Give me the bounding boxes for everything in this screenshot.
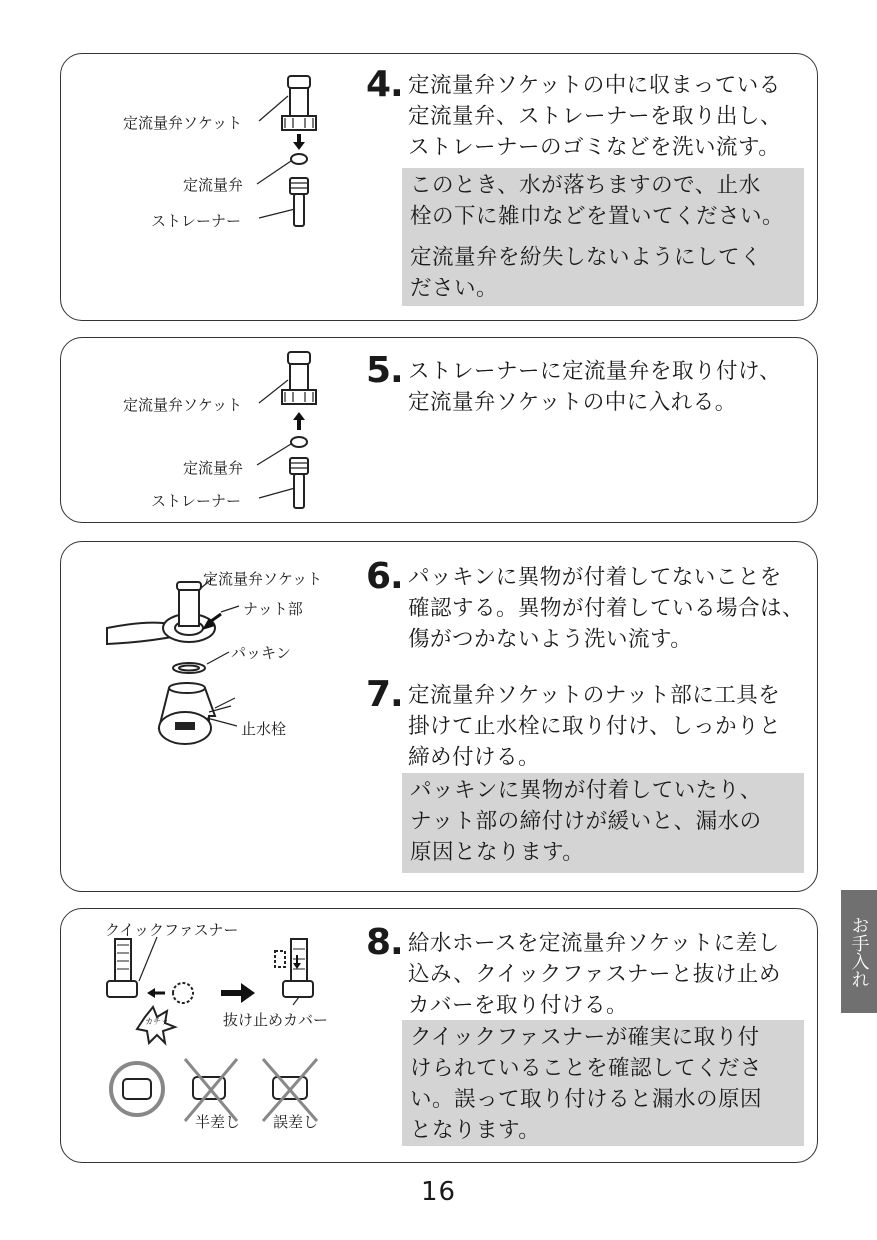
- page-number: 16: [420, 1177, 457, 1207]
- step-number: 8.: [366, 922, 403, 963]
- step-text: 給水ホースを定流量弁ソケットに差し 込み、クイックファスナーと抜け止め カバーを取り付ける。: [408, 931, 781, 1018]
- cover-label: 抜け止めカバー: [223, 1011, 329, 1029]
- socket-label: 定流量弁ソケット: [123, 114, 243, 132]
- stopcock-label: 止水栓: [241, 720, 287, 738]
- packing-label: パッキン: [231, 644, 291, 662]
- step-text: 定流量弁ソケットのナット部に工具を 掛けて止水栓に取り付け、しっかりと 締め付ける。: [408, 683, 782, 770]
- section-tab: お手入れ: [841, 890, 877, 1013]
- step-7: [366, 674, 782, 773]
- step-4: [366, 64, 783, 163]
- valve-label: 定流量弁: [183, 459, 244, 477]
- step-text: 定流量弁ソケットの中に収まっている 定流量弁、ストレーナーを取り出し、 ストレーナーのゴミなどを洗い流す。: [408, 73, 783, 160]
- step-5: [366, 350, 782, 418]
- fastener-label: クイックファスナー: [105, 921, 239, 939]
- step-4-note-2: 定流量弁を紛失しないようにしてく ださい。: [402, 240, 804, 306]
- step-number: 4.: [366, 64, 403, 105]
- step-7-note: パッキンに異物が付着していたり、 ナット部の締付けが緩いと、漏水の 原因となります。: [402, 773, 804, 873]
- strainer-label: ストレーナー: [151, 492, 242, 510]
- wrong-insert-label: 誤差し: [273, 1113, 319, 1131]
- step-number: 6.: [366, 556, 403, 597]
- click-label: カチッ: [145, 1017, 169, 1026]
- socket-label: 定流量弁ソケット: [203, 570, 323, 588]
- step-number: 5.: [366, 350, 403, 391]
- half-insert-label: 半差し: [195, 1113, 241, 1131]
- step-text: パッキンに異物が付着してないことを 確認する。異物が付着している場合は、 傷がつかないよう洗い流す。: [408, 565, 805, 652]
- step-text: ストレーナーに定流量弁を取り付け、 定流量弁ソケットの中に入れる。: [408, 359, 782, 415]
- socket-label: 定流量弁ソケット: [123, 396, 243, 414]
- strainer-label: ストレーナー: [151, 212, 242, 230]
- step-8: [366, 922, 781, 1021]
- step-8-note: クイックファスナーが確実に取り付 けられていることを確認してくださ い。誤って取り付けると漏水の原因 となります。: [402, 1020, 804, 1146]
- valve-label: 定流量弁: [183, 176, 244, 194]
- step-number: 7.: [366, 674, 403, 715]
- nut-label: ナット部: [243, 600, 303, 618]
- step-4-note-1: このとき、水が落ちますので、止水 栓の下に雑巾などを置いてください。: [402, 168, 804, 240]
- step-6: [366, 556, 805, 655]
